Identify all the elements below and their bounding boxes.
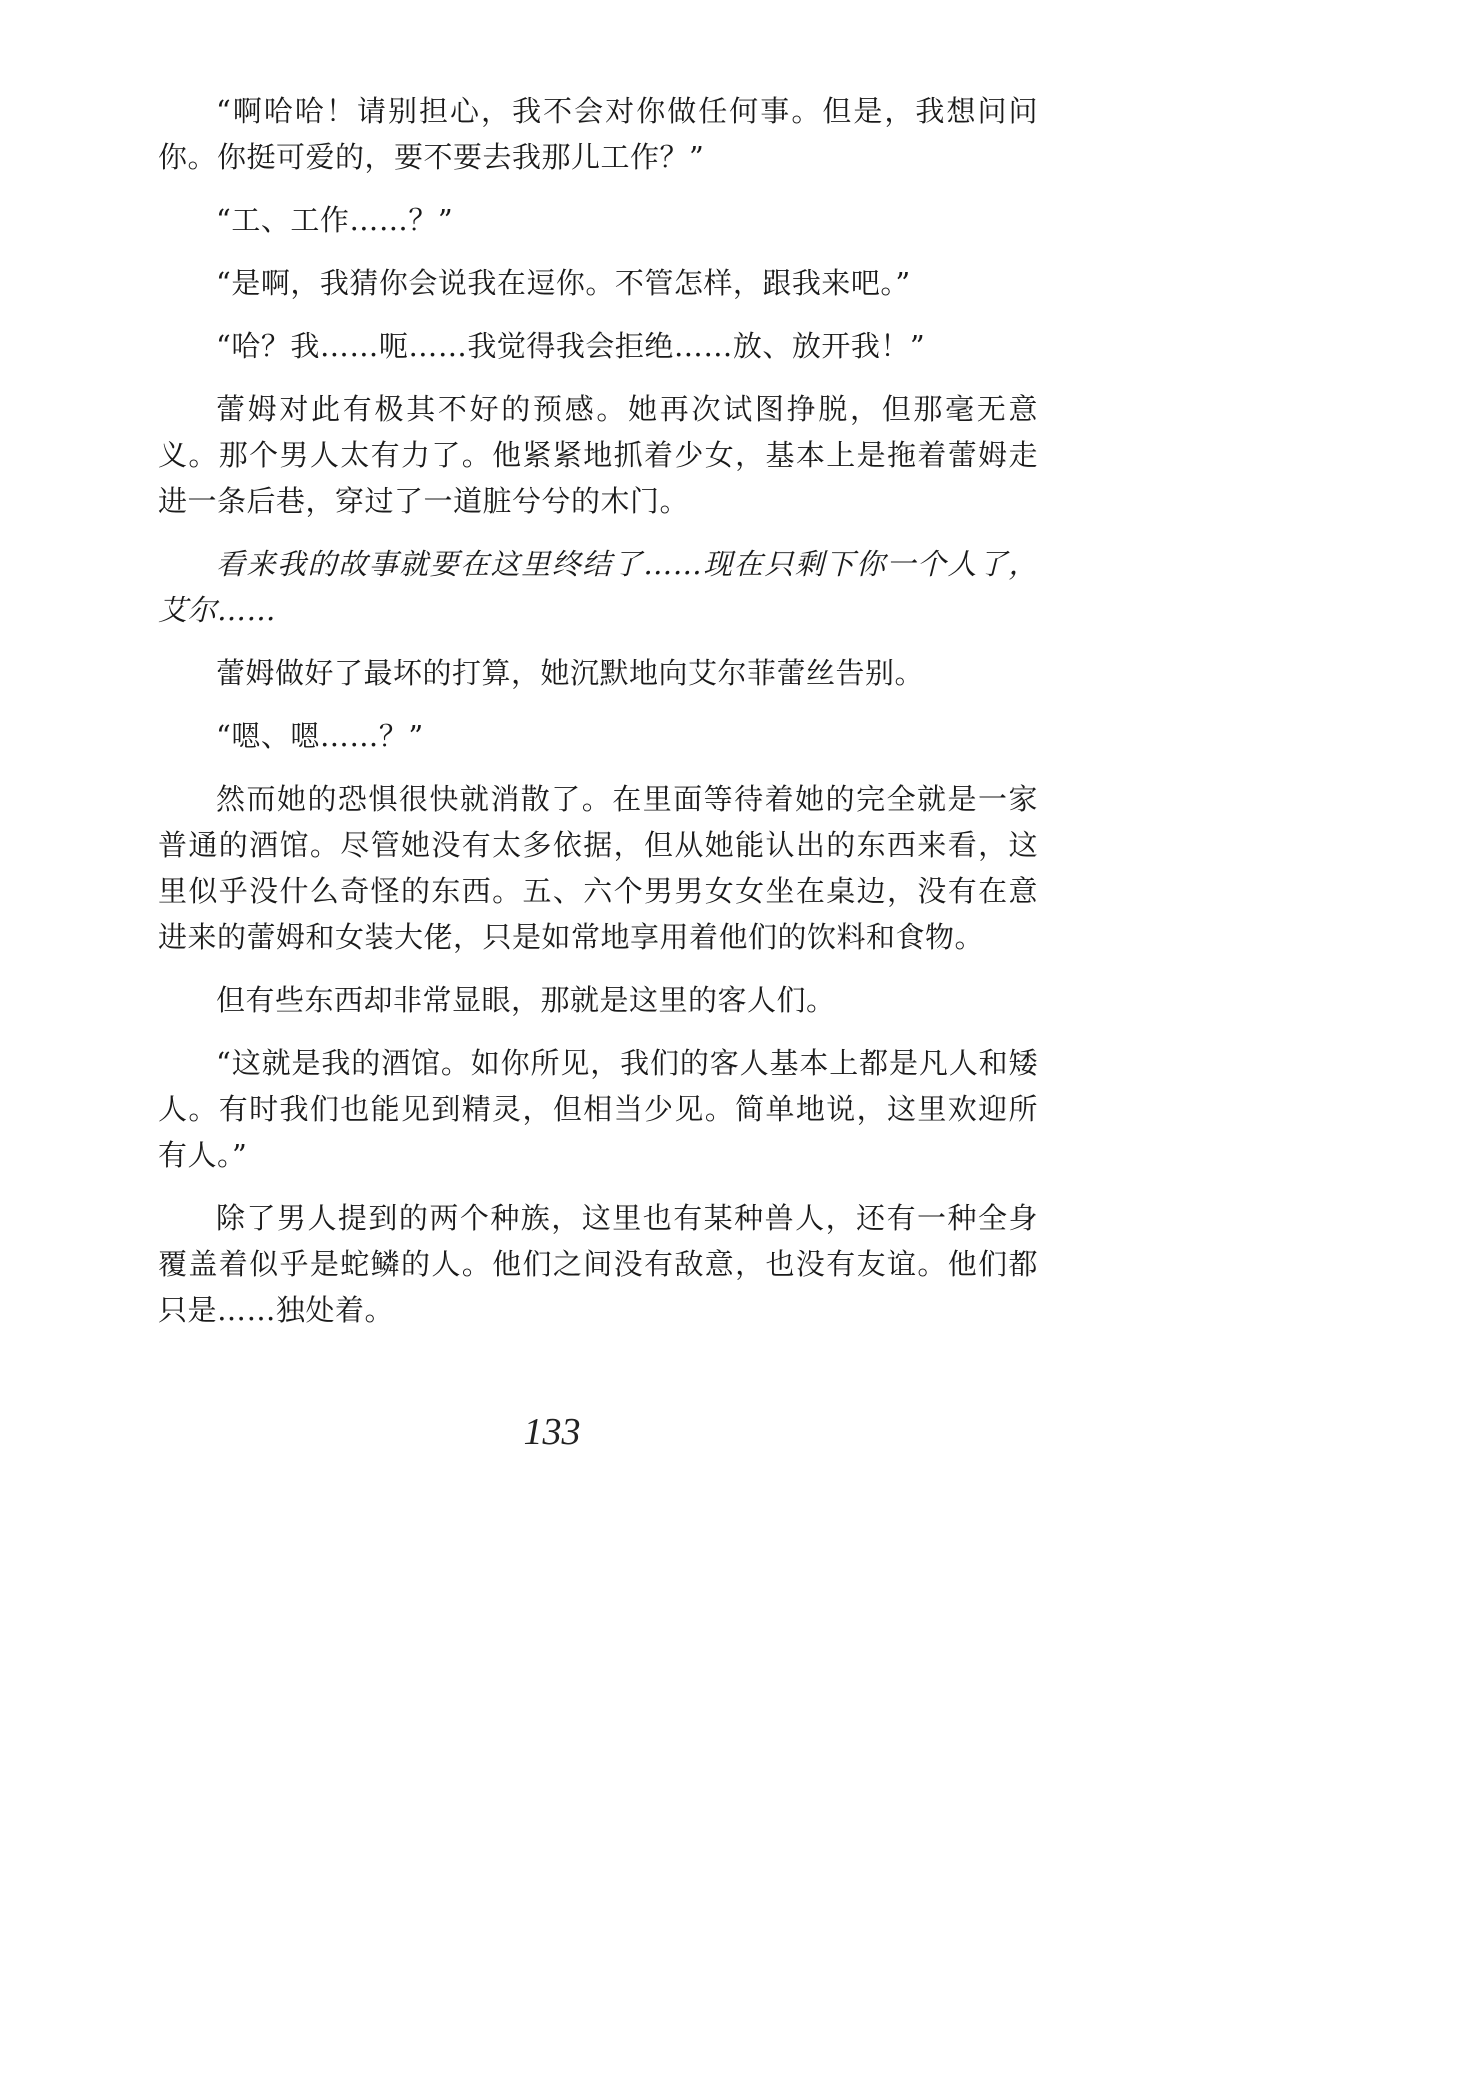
paragraph-9: 然而她的恐惧很快就消散了。在里面等待着她的完全就是一家普通的酒馆。尽管她没有太多依据，但从她能认出的东西来看，这里似乎没什么奇怪的东西。五、六个男男女女坐在桌边，没有在意进来的蕾姆和女装大佬，只是如常地享用着他们的饮料和食物。 <box>158 782 1038 954</box>
paragraph-12: 除了男人提到的两个种族，这里也有某种兽人，还有一种全身覆盖着似乎是蛇鳞的人。他们之间没有敌意，也没有友谊。他们都只是……独处着。 <box>158 1201 1038 1327</box>
page-number: 133 <box>523 1411 581 1453</box>
paragraph-11: “这就是我的酒馆。如你所见，我们的客人基本上都是凡人和矮人。有时我们也能见到精灵，但相当少见。简单地说，这里欢迎所有人。” <box>158 1046 1038 1172</box>
paragraph-1: “啊哈哈！请别担心，我不会对你做任何事。但是，我想问问你。你挺可爱的，要不要去我那儿工作？” <box>158 94 1038 174</box>
paragraph-3: “是啊，我猜你会说我在逗你。不管怎样，跟我来吧。” <box>216 266 911 300</box>
paragraph-4: “哈？我……呃……我觉得我会拒绝……放、放开我！” <box>216 329 926 363</box>
paragraph-2: “工、工作……？” <box>216 203 454 237</box>
paragraph-7: 蕾姆做好了最坏的打算，她沉默地向艾尔菲蕾丝告别。 <box>216 656 925 690</box>
paragraph-10: 但有些东西却非常显眼，那就是这里的客人们。 <box>216 983 836 1017</box>
paragraph-8: “嗯、嗯……？” <box>216 719 424 753</box>
paragraph-6-inner-thought: 看来我的故事就要在这里终结了……现在只剩下你一个人了，艾尔…… <box>158 547 1038 627</box>
paragraph-5: 蕾姆对此有极其不好的预感。她再次试图挣脱，但那毫无意义。那个男人太有力了。他紧紧地抓着少女，基本上是拖着蕾姆走进一条后巷，穿过了一道脏兮兮的木门。 <box>158 392 1038 518</box>
body-text <box>158 88 1038 1350</box>
